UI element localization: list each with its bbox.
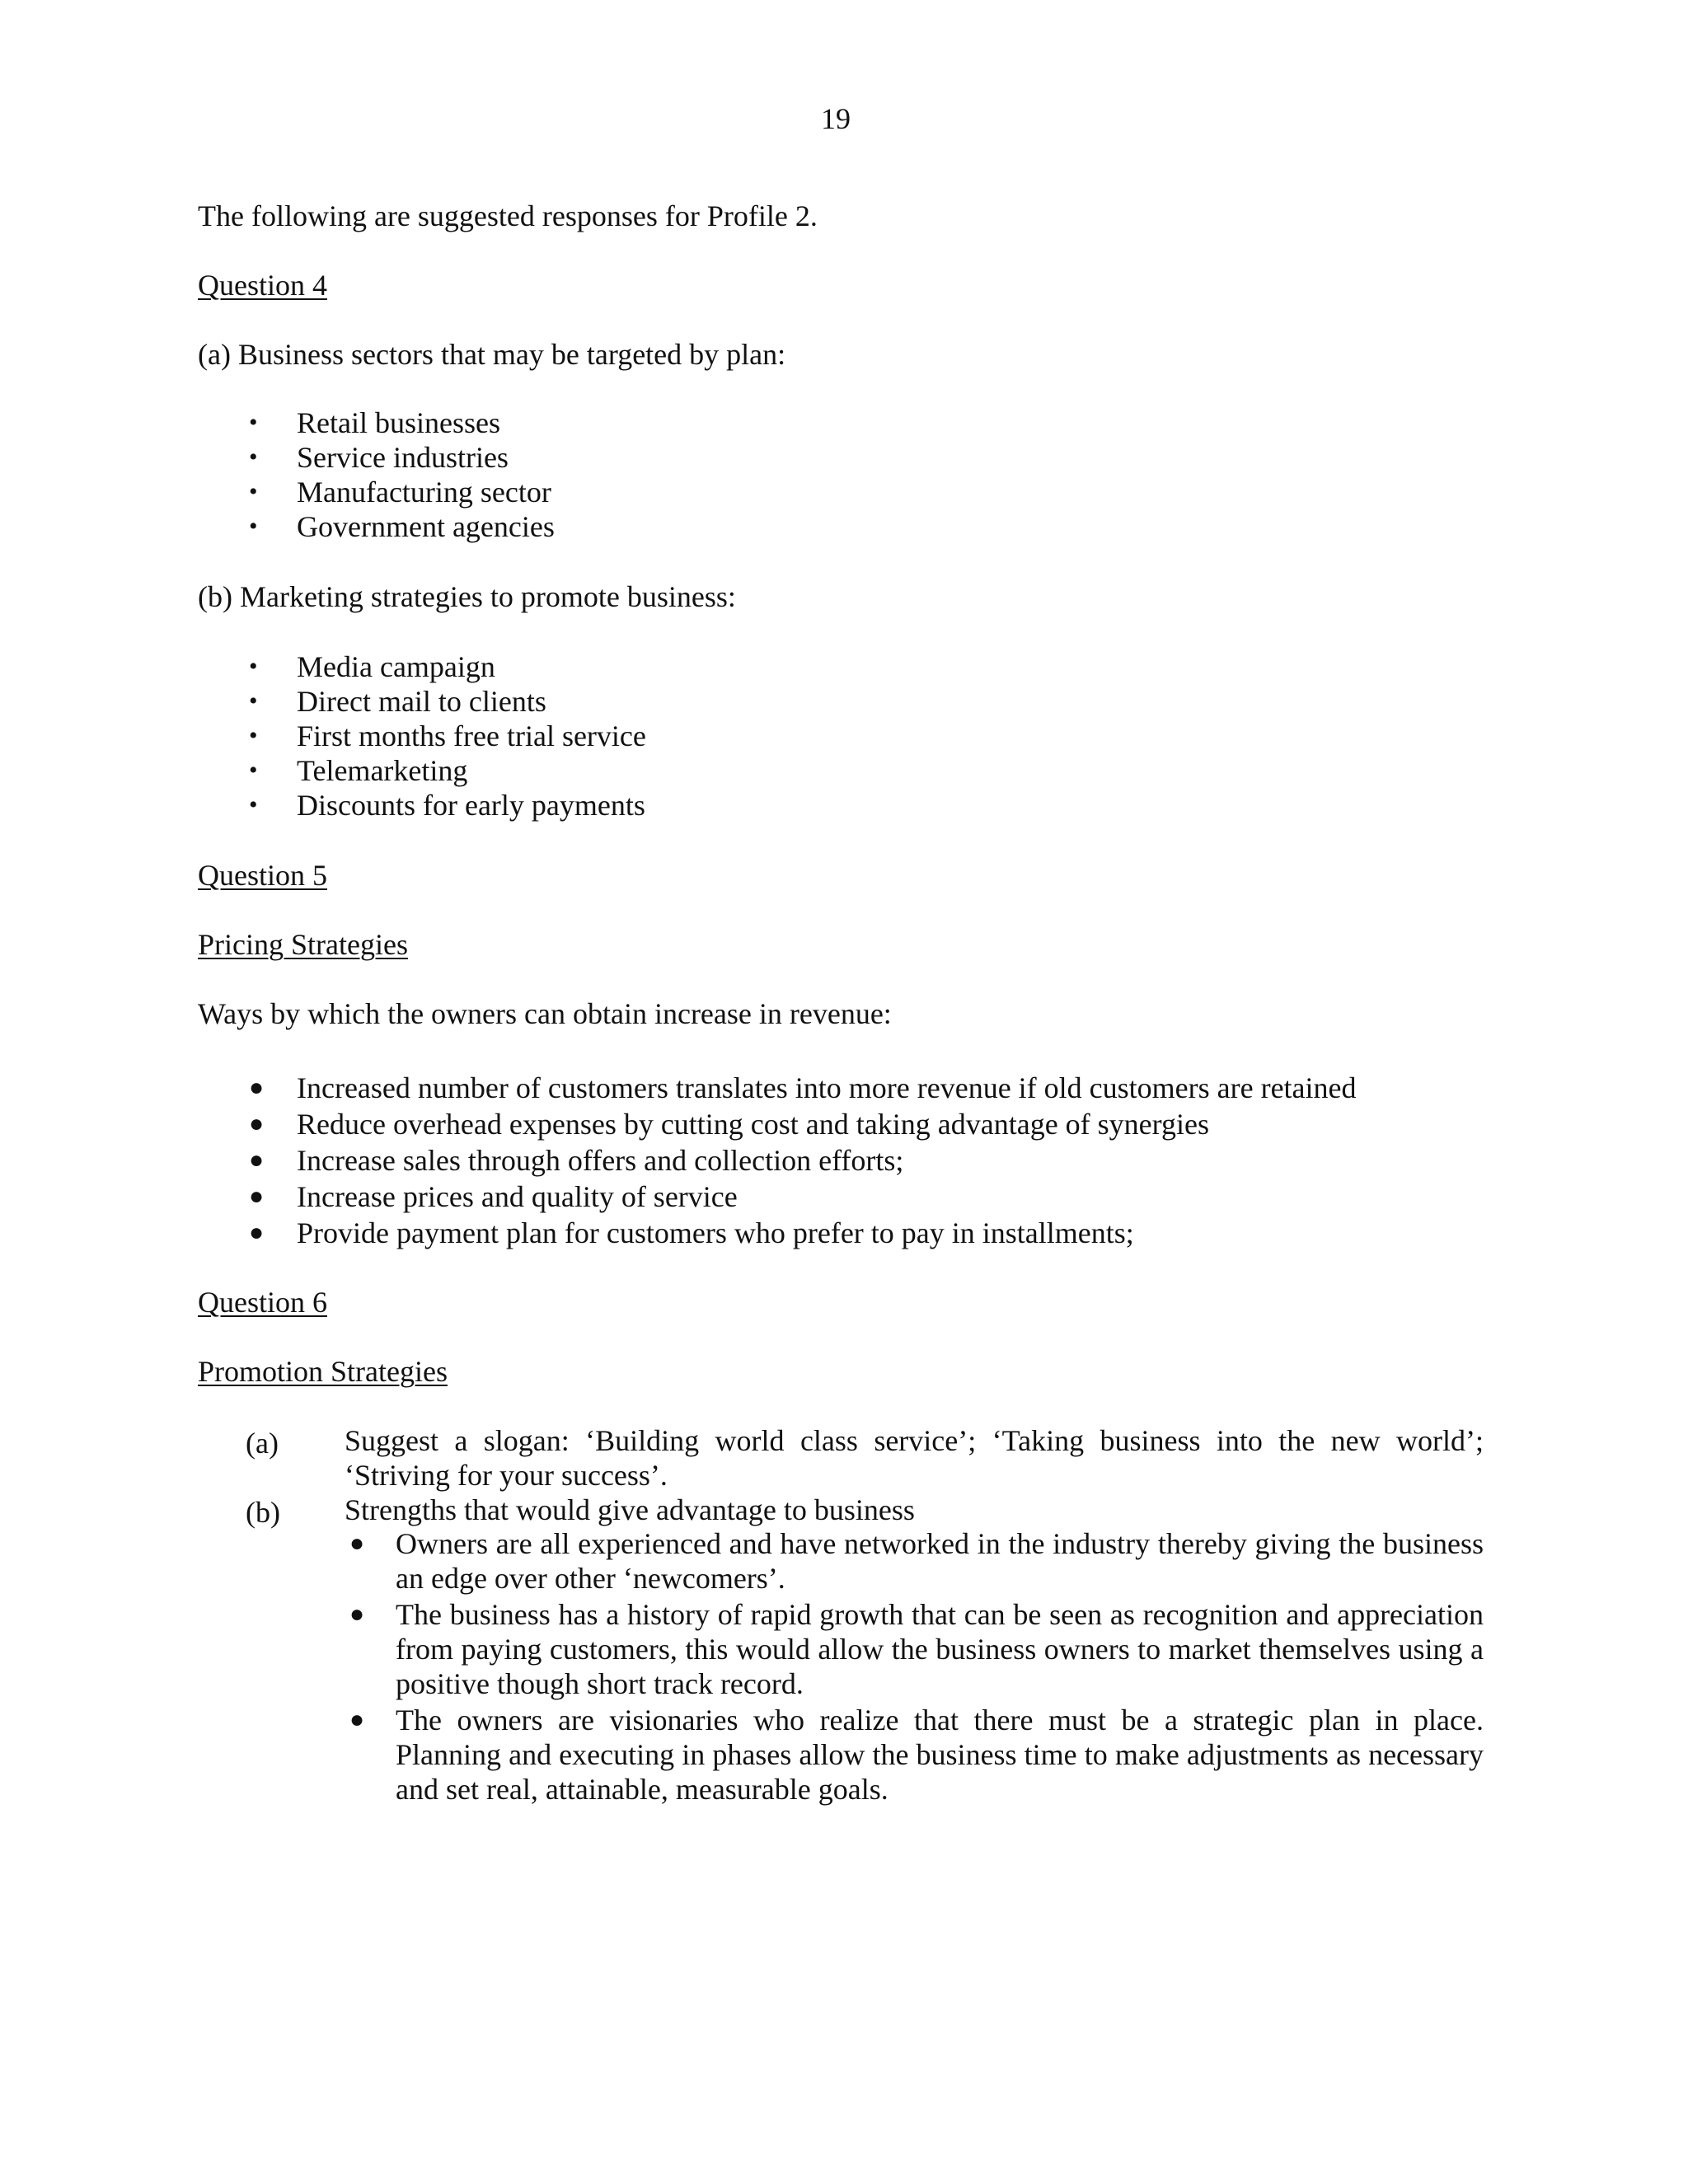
list-item: • Discounts for early payments: [249, 789, 645, 822]
intro-text: The following are suggested responses for Profile 2.: [198, 199, 818, 232]
pricing-strategies-heading: Pricing Strategies: [198, 928, 408, 961]
bullet-icon: •: [249, 722, 258, 749]
strengths-list: [345, 1526, 1484, 1808]
bullet-icon: •: [249, 653, 258, 680]
list-item: ● Increase sales through offers and collection efforts;: [249, 1144, 904, 1177]
list-item: ● Increase prices and quality of service: [249, 1180, 738, 1213]
list-item: • Direct mail to clients: [249, 685, 546, 718]
bullet-icon: •: [249, 478, 258, 505]
q4-part-b-label: (b) Marketing strategies to promote business:: [198, 580, 736, 613]
list-item: ● The business has a history of rapid growth that can be seen as recognition and appreciation from paying customers, this would allow the business owners to market themselves using a positive though short track record.: [349, 1598, 1484, 1700]
bullet-icon: ●: [249, 1183, 265, 1210]
bullet-icon: •: [249, 687, 258, 715]
business-sectors-list: [198, 405, 555, 544]
list-item: • Media campaign: [249, 650, 495, 683]
q6-part-a-marker: (a): [246, 1427, 279, 1460]
list-item: • Retail businesses: [249, 406, 500, 439]
bullet-icon: ●: [349, 1530, 365, 1557]
list-item: ● Reduce overhead expenses by cutting cost and taking advantage of synergies: [249, 1108, 1209, 1141]
question-4-heading: Question 4: [198, 269, 327, 302]
list-item: ● Increased number of customers translates into more revenue if old customers are retained: [249, 1071, 1357, 1104]
bullet-icon: •: [249, 409, 258, 436]
bullet-icon: ●: [249, 1110, 265, 1137]
list-item: ● The owners are visionaries who realize that there must be a strategic plan in place. Planning and executing in phases allow the business time to make adjustments as necessary and set real, attainable, measurable goals.: [349, 1704, 1484, 1806]
list-item: • Manufacturing sector: [249, 476, 551, 509]
q5-lead-text: Ways by which the owners can obtain increase in revenue:: [198, 997, 892, 1030]
q6-part-a-text: Suggest a slogan: ‘Building world class service’; ‘Taking business into the new world’; ‘Striving for your success’.: [345, 1424, 1484, 1492]
list-item: • Government agencies: [249, 510, 555, 543]
q6-part-b-marker: (b): [246, 1496, 280, 1529]
bullet-icon: •: [249, 443, 258, 471]
q6-part-b-text: Strengths that would give advantage to business: [345, 1493, 915, 1526]
list-item: ● Owners are all experienced and have networked in the industry thereby giving the business an edge over other ‘newcomers’.: [349, 1527, 1484, 1595]
page-number: 19: [821, 102, 851, 135]
bullet-icon: •: [249, 757, 258, 784]
list-item: • First months free trial service: [249, 719, 646, 752]
bullet-icon: ●: [249, 1219, 265, 1246]
bullet-icon: ●: [349, 1601, 365, 1628]
bullet-icon: ●: [249, 1074, 265, 1101]
bullet-icon: •: [249, 791, 258, 818]
q6-part-a: [246, 1426, 1484, 1500]
question-6-heading: Question 6: [198, 1286, 327, 1319]
list-item: • Telemarketing: [249, 754, 468, 787]
question-5-heading: Question 5: [198, 859, 327, 892]
bullet-icon: •: [249, 513, 258, 540]
bullet-icon: ●: [249, 1146, 265, 1174]
list-item: ● Provide payment plan for customers who prefer to pay in installments;: [249, 1216, 1134, 1249]
revenue-ways-list: [198, 1070, 1357, 1251]
bullet-icon: ●: [349, 1706, 365, 1733]
q4-part-a-label: (a) Business sectors that may be targeted by plan:: [198, 338, 786, 371]
promotion-strategies-heading: Promotion Strategies: [198, 1355, 448, 1388]
marketing-strategies-list: [198, 649, 646, 823]
list-item: • Service industries: [249, 441, 509, 474]
